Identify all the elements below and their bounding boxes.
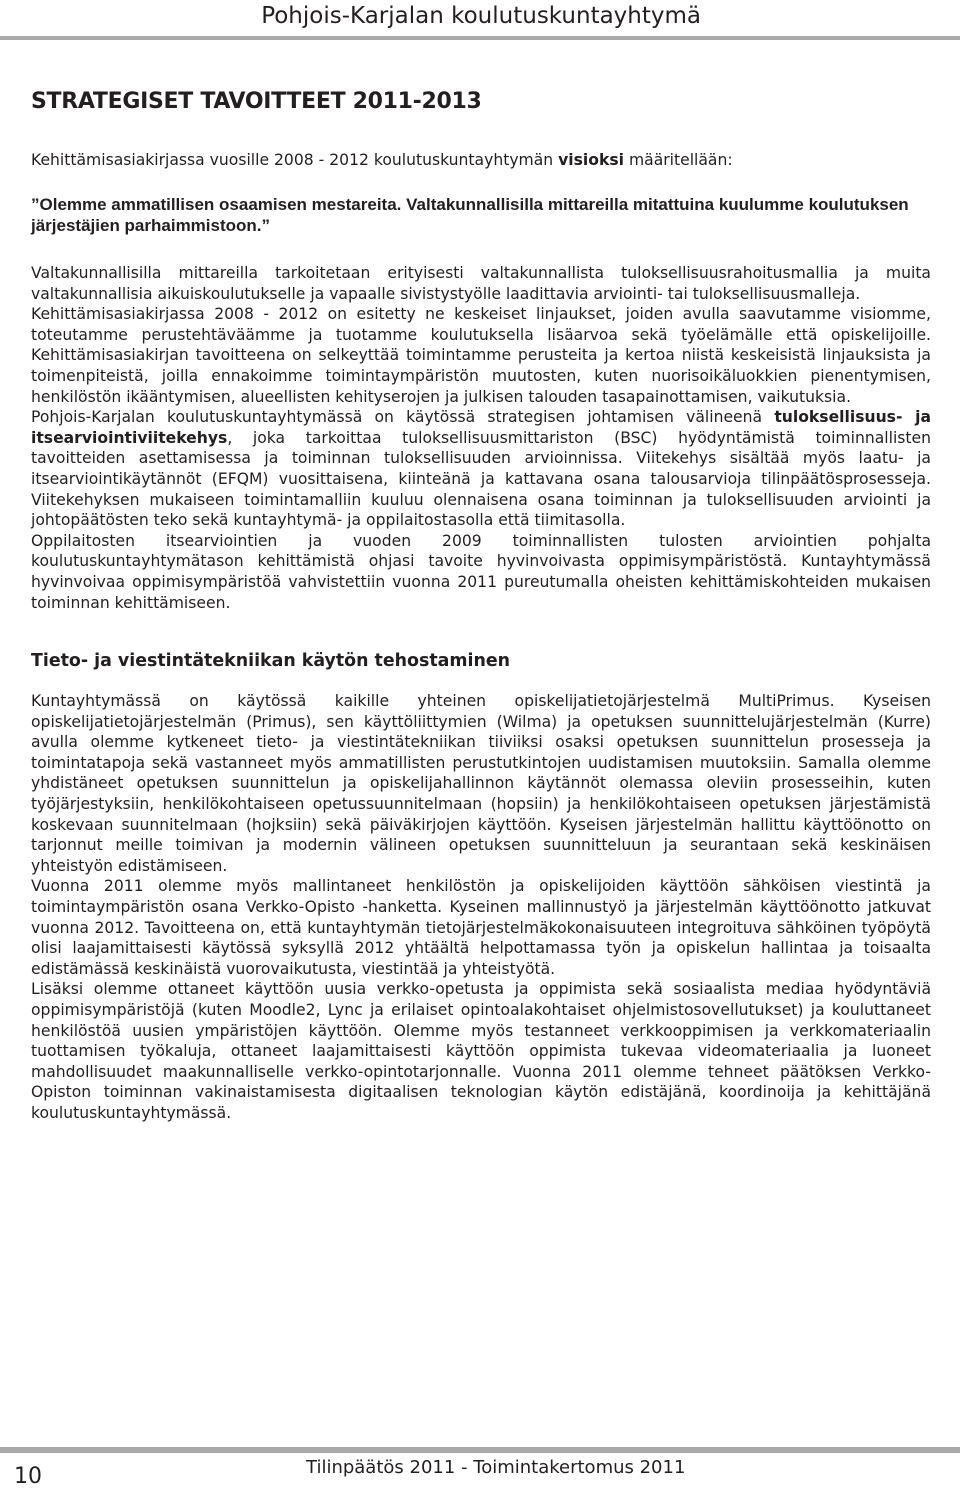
paragraph-verkko-opisto: Vuonna 2011 olemme myös mallintaneet henkilöstön ja opiskelijoiden käyttöön sähköisen viestintä ja toimintaympäristön osana Verkko-Opisto -hanketta. Kyseinen mallinnustyö ja järjestelmän käyttöönotto jatkuvat vuonna 2012. Tavoitteena on, että kuntayhtymän tietojärjestelmäkokonaisuuteen integroituva sähköinen työpöytä olisi laajamittaisesti käytössä syksyllä 2012 yhtäältä helpottamassa työn ja opiskelun hallintaa ja toisaalta edistämässä keskinäistä vuorovaikutusta, viestintää ja yhteistyötä. bbox=[31, 877, 931, 978]
intro-paragraph bbox=[31, 150, 931, 170]
paragraph-measures: Valtakunnallisilla mittareilla tarkoitetaan erityisesti valtakunnallista tuloksellisuusrahoitusmallia ja muita valtakunnallisia aikuiskoulutukselle ja vapaalle sivistystyölle laadittavia arviointi- tai tuloksellisuusmalleja. bbox=[31, 264, 931, 303]
vision-statement: ”Olemme ammatillisen osaamisen mestareita. Valtakunnallisilla mittareilla mitattuina kuulumme koulutuksen järjestäjien parhaimmistoon.” bbox=[31, 195, 909, 235]
page-number: 10 bbox=[14, 1464, 42, 1489]
page-title: STRATEGISET TAVOITTEET 2011-2013 bbox=[31, 89, 482, 114]
intro-text-end: määritellään: bbox=[624, 151, 733, 169]
footer-bar bbox=[0, 1447, 960, 1453]
organization-name: Pohjois-Karjalan koulutuskuntayhtymä bbox=[261, 3, 701, 29]
paragraph-multiprimus: Kuntayhtymässä on käytössä kaikille yhteinen opiskelijatietojärjestelmä MultiPrimus. Kyseisen opiskelijatietojärjestelmän (Primus), sen käyttöliittymien (Wilma) ja opetuksen suunnittelujärjestelmän (Kurre) avulla olemme kytkeneet tieto- ja viestintätekniikan tiiviiksi osaksi opetuksen suunnittelun prosesseja ja toimintatapoja sekä vastanneet myös ammatillisten perustutkintojen uudistamisen muutoksiin. Samalla olemme yhdistäneet opetuksen suunnittelun ja opiskelijahallinnon käytännöt olemassa oleviin prosesseihin, kuten työjärjestyksiin, henkilökohtaiseen opetussuunnitelmaan (hopsiin) ja henkilökohtaiseen opetuksen järjestämistä koskevaan suunnitelmaan (hojksiin) sekä päiväkirjojen käyttöön. Kyseisen järjestelmän hallittu käyttöönotto on tarjonnut meille toimivan ja modernin välineen opetuksen suunnitteluun ja seurantaan sekä keskinäisen yhteistyön edistämiseen. bbox=[31, 692, 931, 875]
footer-title: Tilinpäätös 2011 - Toimintakertomus 2011 bbox=[306, 1457, 686, 1478]
paragraph-framework bbox=[31, 407, 931, 531]
paragraph-self-assessment: Oppilaitosten itsearviointien ja vuoden 2009 toiminnallisten tulosten arviointien pohjalta koulutuskuntayhtymätason kehittämistä ohjasi tavoite hyvinvoivasta oppimisympäristöstä. Kuntayhtymässä hyvinvoivaa oppimisympäristöä vahvistettiin vuonna 2011 pureutumalla oheisten kehittämiskohteiden mukaisen toiminnan kehittämiseen. bbox=[31, 531, 931, 612]
framework-text-start: Pohjois-Karjalan koulutuskuntayhtymässä on käytössä strategisen johtamisen välineenä bbox=[31, 408, 775, 427]
intro-text-start: Kehittämisasiakirjassa vuosille 2008 - 2012 koulutuskuntayhtymän bbox=[31, 151, 559, 169]
main-content bbox=[31, 88, 931, 1124]
paragraph-learning-environments: Lisäksi olemme ottaneet käyttöön uusia verkko-opetusta ja oppimista sekä sosiaalista mediaa hyödyntäviä oppimisympäristöjä (kuten Moodle2, Lync ja erilaiset opintoalakohtaiset ohjelmistosovellutukset) ja kouluttaneet henkilöstöä uusien ympäristöjen käyttöön. Olemme myös testanneet verkkooppimisen ja verkkomateriaalin tuottamisen työkaluja, ottaneet laajamittaisesti käyttöön oppimista tukevaa videomateriaalia ja luoneet mahdollisuudet maakunnalliselle verkko-opintotarjonnalle. Vuonna 2011 olemme tehneet päätöksen Verkko-Opiston toiminnan vakinaistamisesta digitaalisen teknologian käytön edistäjänä, koordinoija ja kehittäjänä koulutuskuntayhtymässä. bbox=[31, 980, 931, 1122]
section-heading: Tieto- ja viestintätekniikan käytön tehostaminen bbox=[31, 651, 511, 672]
framework-text-end: , joka tarkoittaa tuloksellisuusmittariston (BSC) hyödyntämistä toiminnallisten tavoitteiden asettamisessa ja toiminnan tuloksellisuuden arvioinnissa. Viitekehys sisältää myös laatu- ja itsearviointikäytännöt (EFQM) vuosittaisena, kiinteänä ja kattavana osana talousarvioja tilinpäätösprosesseja. Viitekehyksen mukaiseen toimintamalliin kuuluu olennaisena osana toiminnan ja tuloksellisuuden arviointi ja johtopäätösten teko sekä kuntayhtymä- ja oppilaitostasolla että tiimitasolla. bbox=[31, 428, 931, 530]
framework-bold-term: tuloksellisuus- ja itsearviointiviitekehys bbox=[31, 408, 931, 447]
intro-bold-term: visioksi bbox=[558, 151, 624, 169]
paragraph-development-plan: Kehittämisasiakirjassa 2008 - 2012 on esitetty ne keskeiset linjaukset, joiden avulla saavutamme visiomme, toteutamme perustehtäväämme ja tuotamme koulutuksella lisäarvoa sekä työelämälle että opiskelijoille. Kehittämisasiakirjan tavoitteena on selkeyttää toimintamme perusteita ja kertoa niistä keskeisistä linjauksista ja toimenpiteistä, joilla ennakoimme toimintaympäristön muutosten, kuten nuorisoikäluokkien pienentymisen, henkilöstön ikääntymisen, alueellisten kehityserojen ja julkisen talouden tasapainottamisen, vaikutuksia. bbox=[31, 305, 931, 406]
